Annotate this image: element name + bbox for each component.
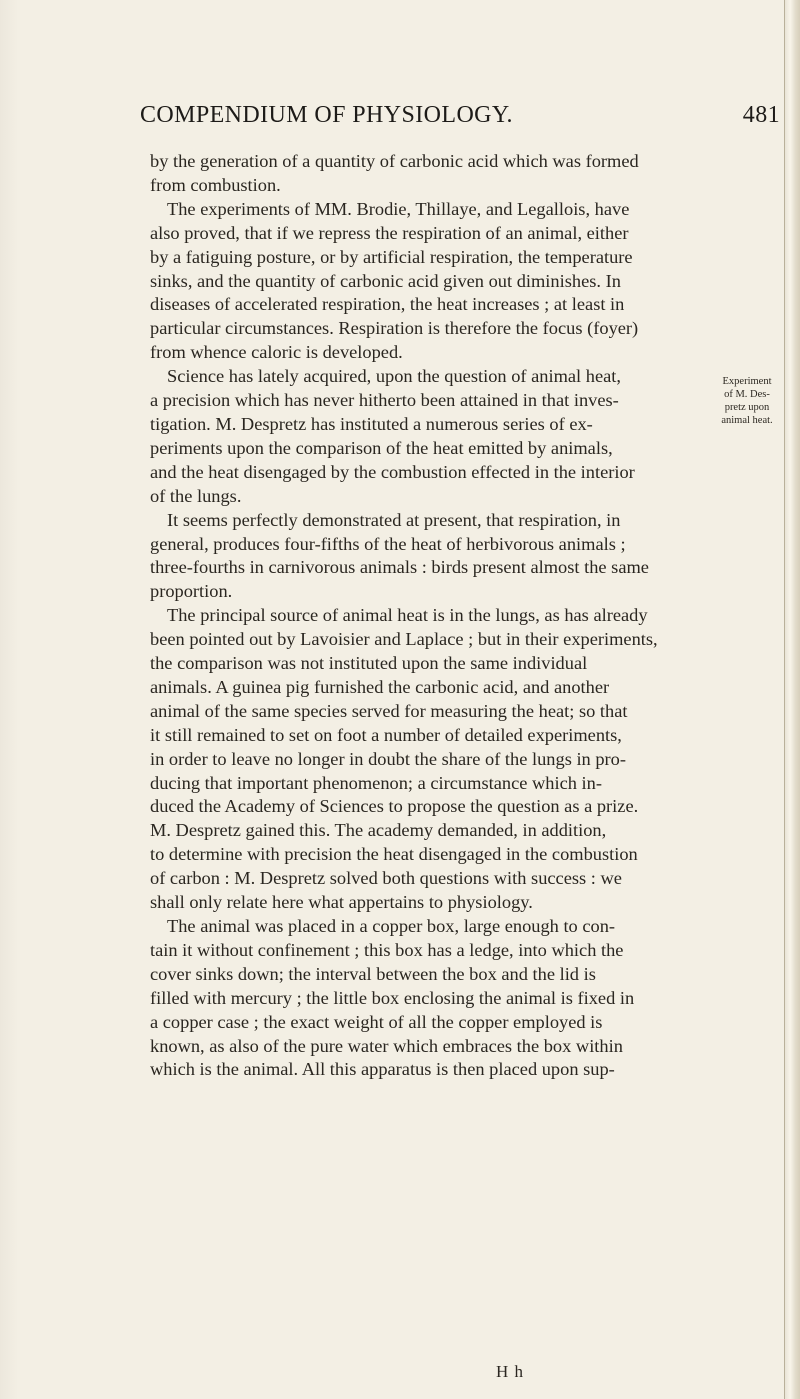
signature-mark: H h [496,1362,525,1381]
paragraph-apparatus: The animal was placed in a copper box, large enough to con- tain it without confinement ; this box has a ledge, into which the cover sinks down; the interval between the box and the lid is filled with mercury ; the little box enclosing the animal is fixed in a copper case ; the exact weight of all the copper employed is known, as also of the pure water which embraces the box within which is the animal. All this apparatus is then placed upon sup- [150,916,635,1080]
body-text [150,150,695,1082]
page-header [140,102,780,138]
paragraph-respiration-experiments: The experiments of MM. Brodie, Thillaye, and Legallois, have also proved, that if we repress the respiration of an animal, either by a fatiguing posture, or by artificial respiration, the temperature sinks, and the quantity of carbonic acid given out diminishes. In diseases of accelerated respiration, the heat increases ; at least in particular circumstances. Respiration is therefore the focus (foyer) from whence caloric is developed. [150,198,639,363]
running-head: COMPENDIUM OF PHYSIOLOGY. [140,102,513,128]
page-edge [784,0,800,1399]
page-gutter-shadow [0,0,18,1399]
page-number: 481 [742,102,780,128]
paragraph-animal-heat-precision: Science has lately acquired, upon the question of animal heat, a precision which has never hitherto been attained in that inves- tigation. M. Despretz has instituted a numerous series of ex- periments upon the comparison of the heat emitted by animals, and the heat disengaged by the combustion effected in the interior of the lungs. [150,366,635,506]
paragraph-principal-source: The principal source of animal heat is in the lungs, as has already been pointed out by Lavoisier and Laplace ; but in their experiments, the comparison was not instituted upon the same individual animals. A guinea pig furnished the carbonic acid, and another animal of the same species served for measuring the heat; so that it still remained to set on foot a number of detailed experiments, in order to leave no longer in doubt the share of the lungs in pro- ducing that important phenomenon; a circumstance which in- duced the Academy of Sciences to propose the question as a prize. M. Despretz gained this. The academy demanded, in addition, to determine with precision the heat disengaged in the combustion of carbon : M. Despretz solved both questions with success : we shall only relate here what appertains to physiology. [150,605,658,913]
paragraph-heat-proportion: It seems perfectly demonstrated at present, that respiration, in general, produces four-fifths of the heat of herbivorous animals ; three-fourths in carnivorous animals : birds present almost the same proportion. [150,509,649,602]
paragraph-continuation: by the generation of a quantity of carbonic acid which was formed from combustion. [150,151,639,195]
margin-note: Experiment of M. Des- pretz upon animal heat. [721,376,773,426]
